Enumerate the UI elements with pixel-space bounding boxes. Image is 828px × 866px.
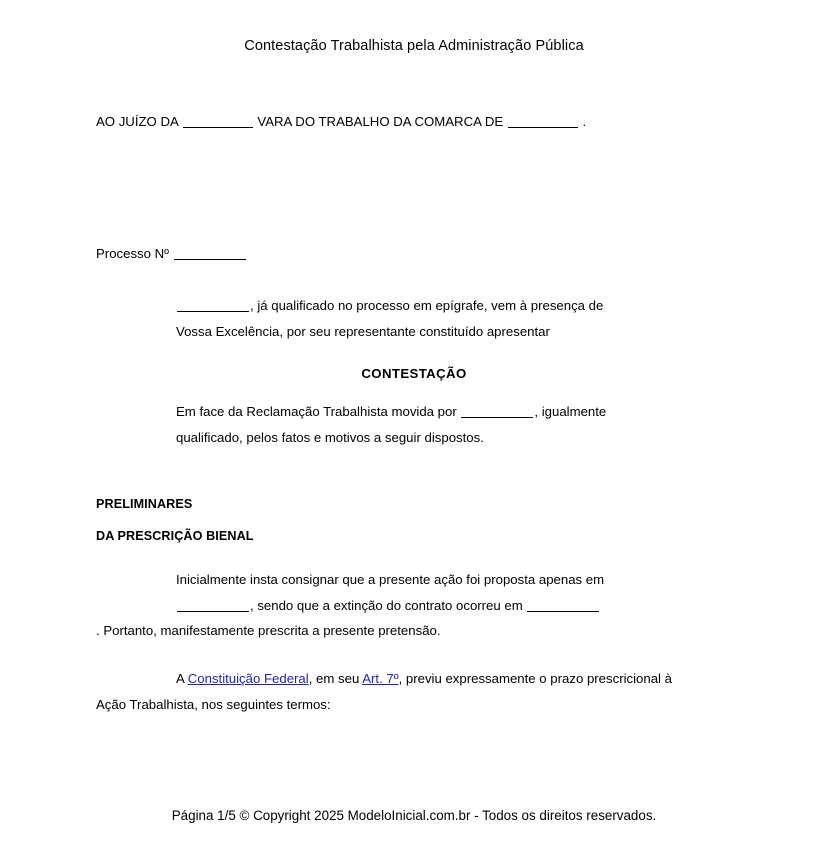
face-paragraph-line2 xyxy=(176,425,732,451)
spacer-after-contestacao xyxy=(96,381,732,399)
face-text3: qualificado, pelos fatos e motivos a seguir dispostos. xyxy=(176,430,484,446)
intro-text2: Vossa Excelência, por seu representante constituído apresentar xyxy=(176,323,550,339)
link-constituicao-federal[interactable]: Constituição Federal xyxy=(187,671,309,687)
constituicao-text2: , em seu xyxy=(308,671,360,687)
process-number-line xyxy=(96,244,732,264)
page-title: Contestação Trabalhista pela Administração Pública xyxy=(244,38,584,54)
prescricao-block xyxy=(96,567,732,644)
spacer-after-process xyxy=(96,265,732,293)
spacer-before-contestacao xyxy=(96,344,732,366)
court-heading-part2: VARA DO TRABALHO DA COMARCA DE xyxy=(257,114,504,129)
constituicao-line1 xyxy=(96,666,732,692)
prescricao-line2 xyxy=(176,593,732,619)
document-page xyxy=(0,38,828,866)
intro-text1: , já qualificado no processo em epígrafe, vem à presença de xyxy=(250,297,604,313)
court-heading-line xyxy=(96,112,732,132)
face-paragraph-line1 xyxy=(176,399,732,425)
constituicao-block xyxy=(96,666,732,717)
link-art-7[interactable]: Art. 7º xyxy=(362,671,399,687)
prescricao-text1: Inicialmente insta consignar que a presente ação foi proposta apenas em xyxy=(176,571,605,587)
constituicao-text1: A xyxy=(176,671,185,687)
face-party-blank[interactable] xyxy=(461,405,533,419)
document-body xyxy=(96,112,732,718)
constituicao-line2 xyxy=(96,692,732,718)
court-blank-1[interactable] xyxy=(183,114,253,128)
face-block xyxy=(176,399,732,450)
process-label: Processo Nº xyxy=(96,246,169,262)
intro-party-blank[interactable] xyxy=(177,298,249,312)
spacer-after-heading xyxy=(96,132,732,244)
process-number-blank[interactable] xyxy=(174,247,246,261)
spacer-after-section xyxy=(96,543,732,567)
spacer-between-sections xyxy=(96,511,732,529)
face-text2: , igualmente xyxy=(534,404,607,420)
prescricao-line3 xyxy=(96,618,732,644)
prescricao-date-blank-2[interactable] xyxy=(527,598,599,612)
spacer-before-preliminares xyxy=(96,451,732,497)
court-heading-part1: AO JUÍZO DA xyxy=(96,114,179,129)
face-text1: Em face da Reclamação Trabalhista movida por xyxy=(176,404,457,420)
constituicao-text4: Ação Trabalhista, nos seguintes termos: xyxy=(96,696,331,712)
prescricao-date-blank-1[interactable] xyxy=(177,598,249,612)
court-blank-2[interactable] xyxy=(508,114,578,128)
section-preliminares: PRELIMINARES xyxy=(96,496,193,511)
section-prescricao-bienal: DA PRESCRIÇÃO BIENAL xyxy=(96,528,254,543)
intro-paragraph-line1 xyxy=(176,293,732,319)
intro-paragraph-line2 xyxy=(176,319,732,345)
intro-block xyxy=(176,293,732,344)
constituicao-text3: , previu expressamente o prazo prescricional à xyxy=(398,671,672,687)
prescricao-text3: . Portanto, manifestamente prescrita a presente pretensão. xyxy=(96,623,441,639)
page-footer: Página 1/5 © Copyright 2025 ModeloInicial.com.br - Todos os direitos reservados. xyxy=(171,808,657,823)
prescricao-line1 xyxy=(176,567,732,593)
prescricao-text2: , sendo que a extinção do contrato ocorreu em xyxy=(250,597,523,613)
contestacao-heading: CONTESTAÇÃO xyxy=(361,366,467,382)
court-heading-part3: . xyxy=(582,114,587,129)
spacer-before-constituicao xyxy=(96,644,732,666)
